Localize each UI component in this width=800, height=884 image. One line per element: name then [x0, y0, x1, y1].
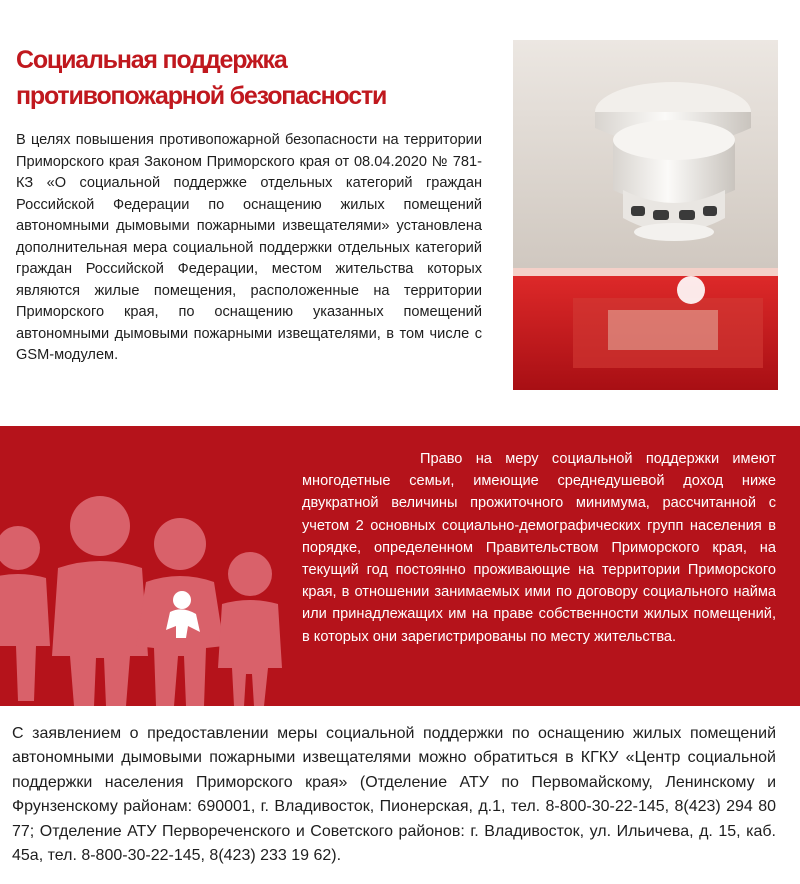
page-title: Социальная поддержка противопожарной безопасности [16, 46, 387, 110]
eligibility-band [0, 426, 800, 706]
eligibility-text: Право на меру социальной поддержки имеют многодетные семьи, имеющие среднедушевой доход ниже двукратной величины прожиточного минимума, рассчитанной с учетом 2 основных социально-демографических групп населения в порядке, определенном Правительством Приморского края, на текущий год постоянно проживающие на территории Приморского края, в отношении занимаемых ими по договору социального найма или принадлежащих им на праве собственности жилых помещений, в которых они зарегистрированы по месту жительства. [302, 451, 776, 645]
intro-paragraph: В целях повышения противопожарной безопасности на территории Приморского края Законом Приморского края от 08.04.2020 № 781-КЗ «О социальной поддержке отдельных категорий граждан Российской Федерации по оснащению жилых помещений автономными дымовыми пожарными извещателями» установлена дополнительная мера социальной поддержки отдельных категорий граждан Российской Федерации, местом жительства которых являются жилые помещения, расположенные на территории Приморского края, по оснащению указанных помещений автономными дымовыми пожарными извещателями, в том числе с GSM-модулем. [16, 132, 482, 363]
smoke-detector-photo [513, 40, 778, 390]
contact-paragraph: С заявлением о предоставлении меры социальной поддержки по оснащению жилых помещений автономными дымовыми пожарными извещателями можно обратиться в КГКУ «Центр социальной поддержки населения Приморского края» (Отделение АТУ по Первомайскому, Ленинскому и Фрунзенскому районам: 690001, г. Владивосток, Пионерская, д.1, тел. 8-800-30-22-145, 8(423) 294 80 77; Отделение АТУ Первореченского и Советского районов: г. Владивосток, ул. Ильичева, д. 15, каб. 45а, тел. 8-800-30-22-145, 8(423) 233 19 62). [12, 725, 776, 865]
family-illustration [0, 496, 300, 706]
